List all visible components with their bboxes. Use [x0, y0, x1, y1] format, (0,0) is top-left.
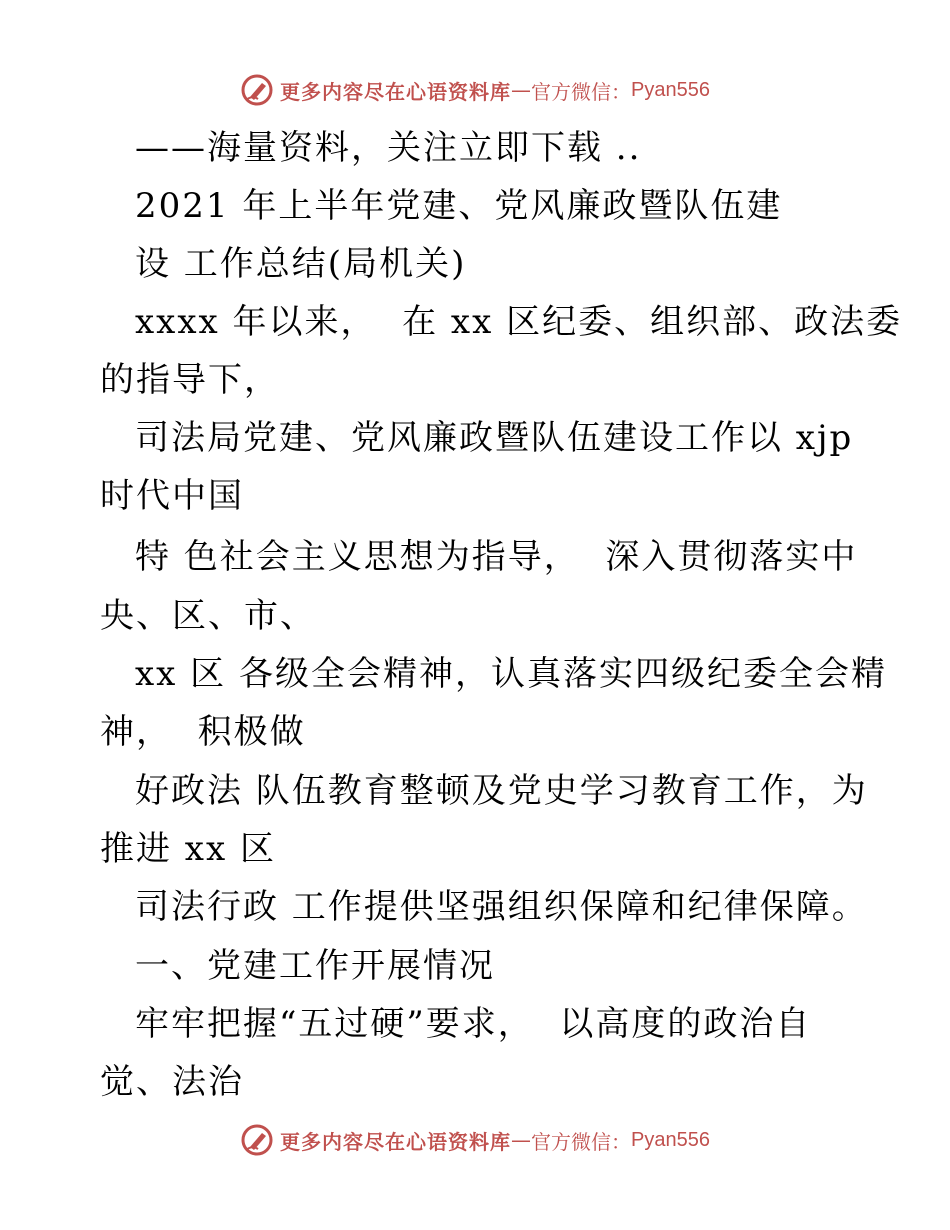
banner-separator: —: [511, 1128, 532, 1152]
text-line: 时代中国: [100, 476, 244, 516]
text-line: 司法行政 工作提供坚强组织保障和纪律保障。: [135, 887, 868, 927]
text-line: 央、区、市、: [100, 596, 316, 636]
banner-main-text: 更多内容尽在心语资料库: [280, 79, 512, 104]
text-line: 觉、法治: [100, 1062, 244, 1102]
text-line: 特 色社会主义思想为指导， 深入贯彻落实中: [135, 537, 858, 577]
text-line: 司法局党建、党风廉政暨队伍建设工作以 xjp: [135, 418, 854, 458]
text-line: 推进 xx 区: [100, 829, 276, 869]
text-line: 好政法 队伍教育整顿及党史学习教育工作，为: [135, 771, 868, 811]
banner-wechat-id: Pyan556: [631, 78, 710, 101]
pen-logo-icon: [240, 1123, 274, 1157]
pen-logo-icon: [240, 73, 274, 107]
banner-main-text: 更多内容尽在心语资料库: [280, 1129, 512, 1154]
section-heading: 一、党建工作开展情况: [135, 946, 495, 986]
text-line: 2021 年上半年党建、党风廉政暨队伍建: [135, 186, 783, 226]
header-banner: [0, 70, 950, 110]
text-line: 神， 积极做: [100, 712, 306, 752]
banner-separator: —: [511, 78, 532, 102]
text-line: ——海量资料，关注立即下载 ..: [135, 128, 642, 168]
banner-wechat-label: 官方微信：: [531, 1129, 632, 1154]
text-line: 设 工作总结(局机关): [135, 244, 467, 284]
text-line: 牢牢把握“五过硬”要求， 以高度的政治自: [135, 1004, 812, 1044]
text-line: xxxx 年以来， 在 xx 区纪委、组织部、政法委: [135, 302, 903, 342]
banner-wechat-label: 官方微信：: [531, 79, 632, 104]
footer-banner: [0, 1120, 950, 1160]
text-line: xx 区 各级全会精神，认真落实四级纪委全会精: [135, 654, 887, 694]
banner-wechat-id: Pyan556: [631, 1128, 710, 1151]
text-line: 的指导下，: [100, 360, 280, 400]
